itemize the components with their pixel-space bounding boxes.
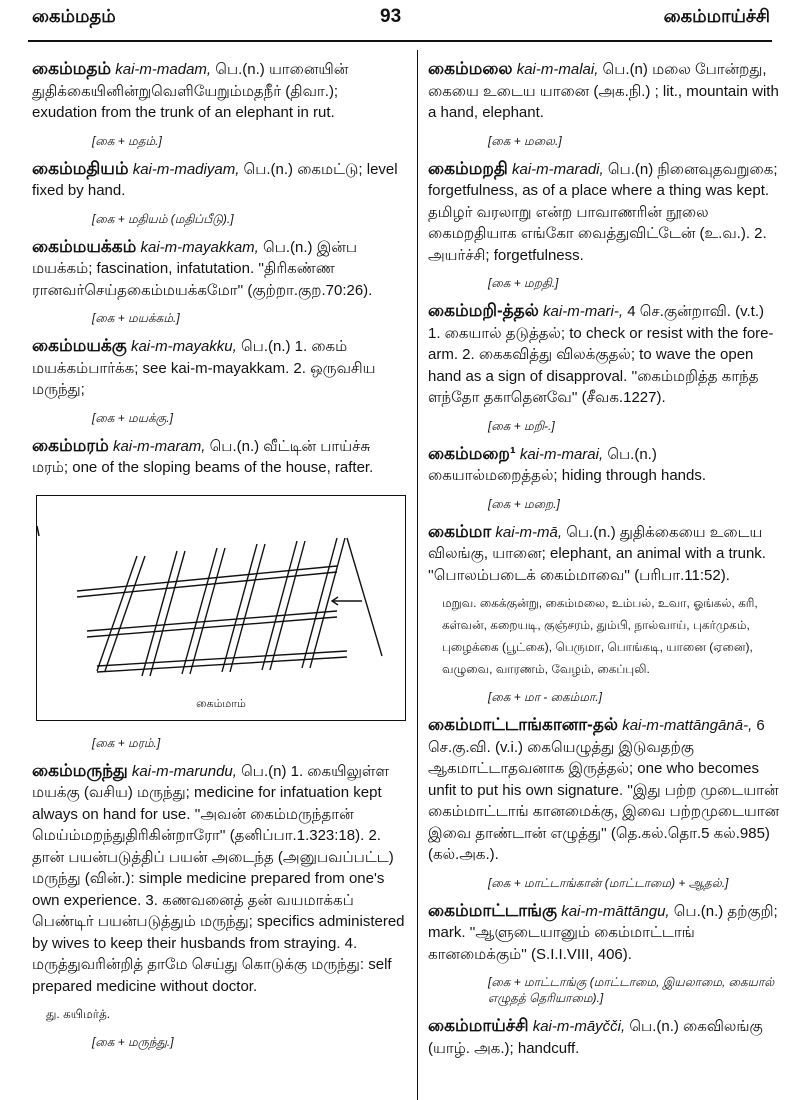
header-right-guideword: கைம்மாய்ச்சி <box>663 6 770 26</box>
figure-caption: கைம்மாம் <box>196 697 246 710</box>
headword: கைம்மா <box>428 521 492 541</box>
dictionary-entry <box>32 760 406 998</box>
definition: பெ.(n.) துதிக்கையை உடைய விலங்கு, யானை; elephant, an animal with a trunk. ''பொலம்படைக் கைம்மாவை'' (பரிபா.11:52). <box>428 523 766 584</box>
definition: பெ.(n.) கைவிலங்கு (யாழ். அக.); handcuff. <box>428 1018 763 1057</box>
headword: கைம்மயக்கம் <box>32 236 137 256</box>
header-rule <box>28 40 772 42</box>
definition: 6 செ.கு.வி. (v.i.) கையெழுத்து இடுவதற்கு ஆகமாட்டாதவனாக இருத்தல்; one who becomes unfit to put his own signature. ''இது பற்ற முடையான் கைம்மாட்டாங் கானமைக்கு, இவை பற்றமுடையான இவை தாண்டான் எழுத்து'' (தெ.கல்.தொ.5 கல்.985) (கல்.அக.). <box>428 717 780 863</box>
transliteration: kai-m-maram, <box>112 437 206 455</box>
etymology: [கை + மா - கைம்மா.] <box>488 690 602 704</box>
headword: கைம்மதியம் <box>32 158 129 178</box>
right-column <box>428 58 780 1059</box>
headword: கைம்மாய்ச்சி <box>428 1016 529 1035</box>
transliteration: kai-m-maradi, <box>512 160 604 178</box>
dictionary-entry <box>428 714 780 866</box>
transliteration: kai-m-mattāngānā-, <box>622 717 753 734</box>
headword: கைம்மாட்டாங்கானா-தல் <box>428 715 619 734</box>
headword: கைம்மறை¹ <box>428 443 516 463</box>
transliteration: kai-m-mari-, <box>543 303 624 320</box>
dictionary-entry <box>32 58 406 124</box>
definition: பெ.(n.) இன்ப மயக்கம்; fascination, infatutation. ''திரிகண்ண ரானவர்செய்தகைம்மயக்கமோ'' (குற்றா.குற.70:26). <box>32 238 373 299</box>
transliteration: kai-m-malai, <box>516 61 599 78</box>
dictionary-entry <box>428 300 780 409</box>
dictionary-entry <box>428 158 780 267</box>
etymology: [கை + மாட்டாங்கு (மாட்டாமை, இயலாமை, கையால் எழுதத் தெரியாமை).] <box>488 975 775 1005</box>
left-column <box>32 58 406 1059</box>
left-entries <box>32 58 406 479</box>
dictionary-entry <box>428 443 780 487</box>
definition: பெ.(n) மலை போன்றது, கையை உடைய யானை (அக.நி.) ; lit., mountain with a hand, elephant. <box>428 61 779 121</box>
dictionary-entry <box>428 521 780 587</box>
definition: 4 செ.குன்றாவி. (v.t.) 1. கையால் தடுத்தல்; to check or resist with the fore-arm. 2. கைகவித்து விலக்குதல்; to wave the open hand as a sign of disapproval. ''கைம்மறித்த காந்த ளந்தோ தகாதெனவே'' (சீவக.1227). <box>428 303 774 406</box>
dictionary-entry <box>32 236 406 302</box>
transliteration: kai-m-marai, <box>519 445 604 463</box>
definition: பெ.(n.) தற்குறி; mark. ''ஆளுடையானும் கைம்மாட்டாங் கானமைக்கும்'' (S.I.I.VIII, 406). <box>428 902 778 963</box>
definition: பெ.(n.) யானையின் துதிக்கையினின்றுவெளியேறும்மதநீர் (திவா.); exudation from the trunk of an elephant in rut. <box>32 61 349 121</box>
synonyms: து. கயிமர்த். <box>46 1007 111 1021</box>
page-number: 93 <box>380 6 402 27</box>
transliteration: kai-m-mayakkam, <box>140 238 259 256</box>
rafter-figure <box>36 495 406 721</box>
headword: கைம்மரம் <box>32 435 109 455</box>
synonyms: மறுவ. கைக்குன்று, கைம்மலை, உம்பல், உவா, ஓங்கல், கரி, கள்வன், கறையடி, குஞ்சரம், தும்பி, நால்வாய், புகர்முகம், புழைக்கை (பூட்கை), பெருமா, பொங்கடி, யானை (ஏனை), வழுவை, வாரணம், வேழம், கைப்புலி. <box>442 596 758 676</box>
left-entries-after-figure <box>32 735 406 1051</box>
transliteration: kai-m-māyčči, <box>532 1018 626 1035</box>
definition: பெ.(n) நினைவுதவறுகை; forgetfulness, as of a place where a thing was kept. தமிழர் வரலாறு என்ற பாவாணரின் நூலை கைமறதியாக எங்கோ வைத்துவிட்டேன் (உ.வ.). 2. அயர்ச்சி; forgetfulness. <box>428 160 778 264</box>
etymology: [கை + மறை.] <box>488 496 560 511</box>
etymology: [கை + மலை.] <box>488 133 562 148</box>
etymology: [கை + மருந்து.] <box>92 1035 174 1049</box>
transliteration: kai-m-mā, <box>495 523 563 541</box>
etymology: [கை + மறி-.] <box>488 418 555 433</box>
headword: கைம்மலை <box>428 59 513 78</box>
right-entries <box>428 58 780 1059</box>
etymology: [கை + மயக்கம்.] <box>92 311 180 325</box>
transliteration: kai-m-mayakku, <box>130 338 237 355</box>
etymology: [கை + மரம்.] <box>92 735 161 750</box>
headword: கைம்மருந்து <box>32 760 128 780</box>
transliteration: kai-m-marundu, <box>131 762 237 780</box>
definition: பெ.(n.) 1. கைம் மயக்கம்பார்க்க; see kai-m-mayakkam. 2. ஒருவசிய மருந்து; <box>32 338 376 398</box>
etymology: [கை + மதியம் (மதிப்பீடு).] <box>92 211 234 226</box>
dictionary-entry <box>428 58 780 124</box>
transliteration: kai-m-madiyam, <box>132 160 240 178</box>
dictionary-entry <box>428 900 780 966</box>
headword: கைம்மறதி <box>428 158 508 178</box>
definition: பெ.(n.) கைமட்டு; level fixed by hand. <box>32 160 398 199</box>
headword: கைம்மறி-த்தல் <box>428 301 539 320</box>
headword: கைம்மயக்கு <box>32 336 127 355</box>
definition: பெ.(n.) வீட்டின் பாய்ச்சு மரம்; one of the sloping beams of the house, rafter. <box>32 437 374 476</box>
dictionary-entry <box>428 1015 780 1059</box>
etymology: [கை + மாட்டாங்கான் (மாட்டாமை) + ஆதல்.] <box>488 875 729 890</box>
headword: கைம்மதம் <box>32 59 112 78</box>
column-divider <box>417 50 418 1100</box>
transliteration: kai-m-madam, <box>115 61 212 78</box>
header-left-guideword: கைம்மதம் <box>32 6 116 26</box>
dictionary-entry <box>32 435 406 479</box>
transliteration: kai-m-māttāngu, <box>561 902 670 920</box>
dictionary-entry <box>32 335 406 401</box>
rafter-illustration <box>37 496 409 718</box>
definition: பெ.(n.) கையால்மறைத்தல்; hiding through hands. <box>428 445 707 484</box>
etymology: [கை + மதம்.] <box>92 133 162 148</box>
definition: பெ.(n) 1. கையிலுள்ள மயக்கு (வசிய) மருந்து; medicine for infatuation kept always on hand for use. ''அவன் கைம்மருந்தான் மெய்ம்மறந்துதிரிகின்றாரோ'' (தனிப்பா.1.323:18). 2. தான் பயன்படுத்திப் பயன் அடைந்த (அனுபவப்பட்ட) மருந்து (வின்.): simple medicine prepared from one's own experience. 3. கணவனைத் தன் வயமாக்கப் பெண்டிர் பயன்படுத்தும் மருந்து; specifics administered by wives to keep their husbands from straying. 4. மருத்துவரின்றித் தாமே செய்து கொடுக்கு மருந்து: self prepared medicine without doctor. <box>32 762 405 995</box>
dictionary-entry <box>32 158 406 202</box>
headword: கைம்மாட்டாங்கு <box>428 900 558 920</box>
etymology: [கை + மயக்கு.] <box>92 410 173 425</box>
etymology: [கை + மறதி.] <box>488 276 559 290</box>
